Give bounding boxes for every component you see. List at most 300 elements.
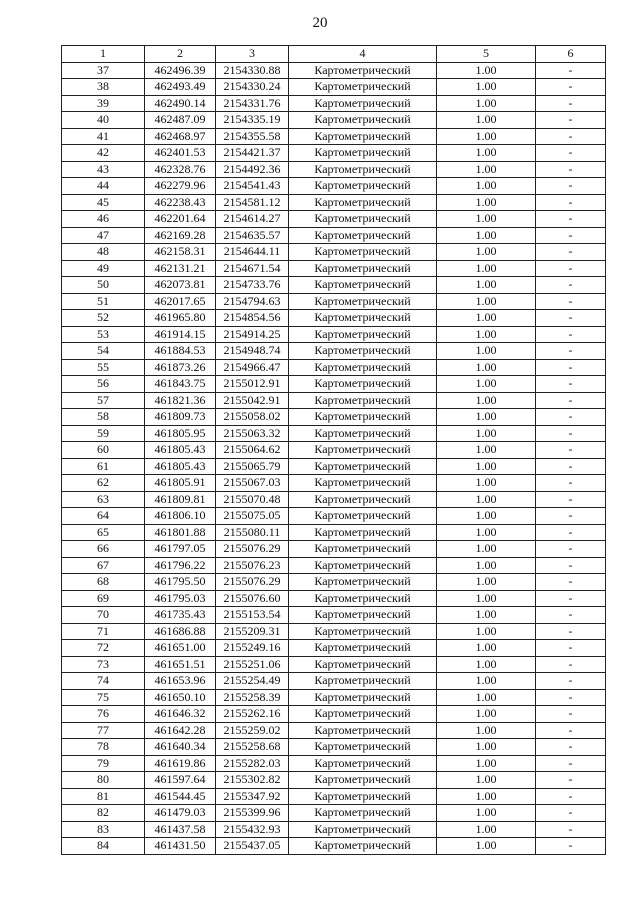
table-row xyxy=(62,112,606,129)
accuracy-cell: 1.00 xyxy=(437,508,536,525)
point-number-cell: 58 xyxy=(62,409,145,426)
note-cell: - xyxy=(536,392,606,409)
method-cell: Картометрический xyxy=(289,508,437,525)
accuracy-cell: 1.00 xyxy=(437,161,536,178)
accuracy-cell: 1.00 xyxy=(437,590,536,607)
note-cell: - xyxy=(536,359,606,376)
y-coordinate-cell: 2155042.91 xyxy=(216,392,289,409)
note-cell: - xyxy=(536,95,606,112)
method-cell: Картометрический xyxy=(289,772,437,789)
table-row xyxy=(62,673,606,690)
x-coordinate-cell: 462017.65 xyxy=(145,293,216,310)
accuracy-cell: 1.00 xyxy=(437,475,536,492)
note-cell: - xyxy=(536,161,606,178)
accuracy-cell: 1.00 xyxy=(437,359,536,376)
method-cell: Картометрический xyxy=(289,161,437,178)
x-coordinate-cell: 462131.21 xyxy=(145,260,216,277)
note-cell: - xyxy=(536,508,606,525)
x-coordinate-cell: 461805.91 xyxy=(145,475,216,492)
method-cell: Картометрический xyxy=(289,227,437,244)
table-row xyxy=(62,772,606,789)
x-coordinate-cell: 461805.95 xyxy=(145,425,216,442)
y-coordinate-cell: 2154614.27 xyxy=(216,211,289,228)
y-coordinate-cell: 2155259.02 xyxy=(216,722,289,739)
accuracy-cell: 1.00 xyxy=(437,656,536,673)
y-coordinate-cell: 2155063.32 xyxy=(216,425,289,442)
y-coordinate-cell: 2155262.16 xyxy=(216,706,289,723)
accuracy-cell: 1.00 xyxy=(437,409,536,426)
accuracy-cell: 1.00 xyxy=(437,178,536,195)
accuracy-cell: 1.00 xyxy=(437,673,536,690)
method-cell: Картометрический xyxy=(289,524,437,541)
note-cell: - xyxy=(536,310,606,327)
note-cell: - xyxy=(536,557,606,574)
coordinates-table xyxy=(61,45,606,855)
y-coordinate-cell: 2155249.16 xyxy=(216,640,289,657)
accuracy-cell: 1.00 xyxy=(437,326,536,343)
point-number-cell: 80 xyxy=(62,772,145,789)
y-coordinate-cell: 2155065.79 xyxy=(216,458,289,475)
point-number-cell: 48 xyxy=(62,244,145,261)
method-cell: Картометрический xyxy=(289,656,437,673)
point-number-cell: 71 xyxy=(62,623,145,640)
method-cell: Картометрический xyxy=(289,145,437,162)
point-number-cell: 81 xyxy=(62,788,145,805)
point-number-cell: 67 xyxy=(62,557,145,574)
method-cell: Картометрический xyxy=(289,557,437,574)
note-cell: - xyxy=(536,623,606,640)
method-cell: Картометрический xyxy=(289,376,437,393)
accuracy-cell: 1.00 xyxy=(437,62,536,79)
note-cell: - xyxy=(536,277,606,294)
method-cell: Картометрический xyxy=(289,277,437,294)
method-cell: Картометрический xyxy=(289,739,437,756)
y-coordinate-cell: 2155012.91 xyxy=(216,376,289,393)
point-number-cell: 53 xyxy=(62,326,145,343)
accuracy-cell: 1.00 xyxy=(437,194,536,211)
table-row xyxy=(62,211,606,228)
note-cell: - xyxy=(536,260,606,277)
method-cell: Картометрический xyxy=(289,211,437,228)
y-coordinate-cell: 2155076.60 xyxy=(216,590,289,607)
x-coordinate-cell: 461653.96 xyxy=(145,673,216,690)
page-number: 20 xyxy=(312,15,328,31)
accuracy-cell: 1.00 xyxy=(437,623,536,640)
y-coordinate-cell: 2155153.54 xyxy=(216,607,289,624)
method-cell: Картометрический xyxy=(289,392,437,409)
method-cell: Картометрический xyxy=(289,112,437,129)
accuracy-cell: 1.00 xyxy=(437,293,536,310)
accuracy-cell: 1.00 xyxy=(437,706,536,723)
column-header: 2 xyxy=(145,46,216,63)
x-coordinate-cell: 462493.49 xyxy=(145,79,216,96)
point-number-cell: 39 xyxy=(62,95,145,112)
method-cell: Картометрический xyxy=(289,62,437,79)
table-row xyxy=(62,128,606,145)
y-coordinate-cell: 2154335.19 xyxy=(216,112,289,129)
table-row xyxy=(62,293,606,310)
point-number-cell: 54 xyxy=(62,343,145,360)
note-cell: - xyxy=(536,689,606,706)
x-coordinate-cell: 462201.64 xyxy=(145,211,216,228)
table-row xyxy=(62,145,606,162)
y-coordinate-cell: 2154635.57 xyxy=(216,227,289,244)
column-header: 1 xyxy=(62,46,145,63)
y-coordinate-cell: 2155075.05 xyxy=(216,508,289,525)
accuracy-cell: 1.00 xyxy=(437,145,536,162)
point-number-cell: 41 xyxy=(62,128,145,145)
point-number-cell: 55 xyxy=(62,359,145,376)
note-cell: - xyxy=(536,755,606,772)
point-number-cell: 82 xyxy=(62,805,145,822)
x-coordinate-cell: 461801.88 xyxy=(145,524,216,541)
point-number-cell: 47 xyxy=(62,227,145,244)
x-coordinate-cell: 461544.45 xyxy=(145,788,216,805)
y-coordinate-cell: 2154733.76 xyxy=(216,277,289,294)
point-number-cell: 38 xyxy=(62,79,145,96)
note-cell: - xyxy=(536,475,606,492)
accuracy-cell: 1.00 xyxy=(437,772,536,789)
y-coordinate-cell: 2155067.03 xyxy=(216,475,289,492)
note-cell: - xyxy=(536,491,606,508)
note-cell: - xyxy=(536,458,606,475)
accuracy-cell: 1.00 xyxy=(437,260,536,277)
y-coordinate-cell: 2154914.25 xyxy=(216,326,289,343)
table-row xyxy=(62,62,606,79)
note-cell: - xyxy=(536,788,606,805)
y-coordinate-cell: 2155076.29 xyxy=(216,541,289,558)
accuracy-cell: 1.00 xyxy=(437,574,536,591)
point-number-cell: 52 xyxy=(62,310,145,327)
method-cell: Картометрический xyxy=(289,458,437,475)
accuracy-cell: 1.00 xyxy=(437,376,536,393)
method-cell: Картометрический xyxy=(289,409,437,426)
x-coordinate-cell: 461884.53 xyxy=(145,343,216,360)
table-row xyxy=(62,392,606,409)
y-coordinate-cell: 2154492.36 xyxy=(216,161,289,178)
method-cell: Картометрический xyxy=(289,755,437,772)
accuracy-cell: 1.00 xyxy=(437,524,536,541)
point-number-cell: 61 xyxy=(62,458,145,475)
note-cell: - xyxy=(536,244,606,261)
x-coordinate-cell: 461843.75 xyxy=(145,376,216,393)
y-coordinate-cell: 2154421.37 xyxy=(216,145,289,162)
accuracy-cell: 1.00 xyxy=(437,788,536,805)
y-coordinate-cell: 2155209.31 xyxy=(216,623,289,640)
table-row xyxy=(62,722,606,739)
accuracy-cell: 1.00 xyxy=(437,79,536,96)
table-row xyxy=(62,95,606,112)
y-coordinate-cell: 2155070.48 xyxy=(216,491,289,508)
table-row xyxy=(62,161,606,178)
table-row xyxy=(62,442,606,459)
accuracy-cell: 1.00 xyxy=(437,95,536,112)
x-coordinate-cell: 462487.09 xyxy=(145,112,216,129)
x-coordinate-cell: 461914.15 xyxy=(145,326,216,343)
y-coordinate-cell: 2154644.11 xyxy=(216,244,289,261)
note-cell: - xyxy=(536,673,606,690)
y-coordinate-cell: 2155064.62 xyxy=(216,442,289,459)
table-row xyxy=(62,739,606,756)
x-coordinate-cell: 461805.43 xyxy=(145,458,216,475)
method-cell: Картометрический xyxy=(289,244,437,261)
note-cell: - xyxy=(536,425,606,442)
x-coordinate-cell: 461809.73 xyxy=(145,409,216,426)
method-cell: Картометрический xyxy=(289,805,437,822)
x-coordinate-cell: 461597.64 xyxy=(145,772,216,789)
point-number-cell: 63 xyxy=(62,491,145,508)
x-coordinate-cell: 461965.80 xyxy=(145,310,216,327)
method-cell: Картометрический xyxy=(289,194,437,211)
note-cell: - xyxy=(536,739,606,756)
accuracy-cell: 1.00 xyxy=(437,541,536,558)
accuracy-cell: 1.00 xyxy=(437,425,536,442)
x-coordinate-cell: 462279.96 xyxy=(145,178,216,195)
x-coordinate-cell: 461651.00 xyxy=(145,640,216,657)
x-coordinate-cell: 461795.03 xyxy=(145,590,216,607)
method-cell: Картометрический xyxy=(289,673,437,690)
x-coordinate-cell: 461735.43 xyxy=(145,607,216,624)
method-cell: Картометрический xyxy=(289,425,437,442)
method-cell: Картометрический xyxy=(289,178,437,195)
method-cell: Картометрический xyxy=(289,326,437,343)
x-coordinate-cell: 461796.22 xyxy=(145,557,216,574)
y-coordinate-cell: 2154671.54 xyxy=(216,260,289,277)
y-coordinate-cell: 2155437.05 xyxy=(216,838,289,855)
y-coordinate-cell: 2154355.58 xyxy=(216,128,289,145)
method-cell: Картометрический xyxy=(289,607,437,624)
x-coordinate-cell: 461795.50 xyxy=(145,574,216,591)
note-cell: - xyxy=(536,343,606,360)
table-row xyxy=(62,458,606,475)
table-row xyxy=(62,623,606,640)
x-coordinate-cell: 462490.14 xyxy=(145,95,216,112)
point-number-cell: 51 xyxy=(62,293,145,310)
note-cell: - xyxy=(536,838,606,855)
x-coordinate-cell: 461873.26 xyxy=(145,359,216,376)
y-coordinate-cell: 2155076.23 xyxy=(216,557,289,574)
note-cell: - xyxy=(536,772,606,789)
column-header: 6 xyxy=(536,46,606,63)
note-cell: - xyxy=(536,227,606,244)
point-number-cell: 43 xyxy=(62,161,145,178)
table-row xyxy=(62,227,606,244)
point-number-cell: 64 xyxy=(62,508,145,525)
x-coordinate-cell: 461619.86 xyxy=(145,755,216,772)
note-cell: - xyxy=(536,541,606,558)
x-coordinate-cell: 462328.76 xyxy=(145,161,216,178)
table-row xyxy=(62,260,606,277)
point-number-cell: 84 xyxy=(62,838,145,855)
point-number-cell: 62 xyxy=(62,475,145,492)
point-number-cell: 66 xyxy=(62,541,145,558)
y-coordinate-cell: 2155302.82 xyxy=(216,772,289,789)
accuracy-cell: 1.00 xyxy=(437,722,536,739)
accuracy-cell: 1.00 xyxy=(437,244,536,261)
x-coordinate-cell: 461479.03 xyxy=(145,805,216,822)
accuracy-cell: 1.00 xyxy=(437,557,536,574)
method-cell: Картометрический xyxy=(289,359,437,376)
column-header: 4 xyxy=(289,46,437,63)
point-number-cell: 50 xyxy=(62,277,145,294)
table-row xyxy=(62,755,606,772)
method-cell: Картометрический xyxy=(289,442,437,459)
table-row xyxy=(62,640,606,657)
method-cell: Картометрический xyxy=(289,310,437,327)
x-coordinate-cell: 461640.34 xyxy=(145,739,216,756)
x-coordinate-cell: 462158.31 xyxy=(145,244,216,261)
accuracy-cell: 1.00 xyxy=(437,838,536,855)
column-header: 3 xyxy=(216,46,289,63)
accuracy-cell: 1.00 xyxy=(437,227,536,244)
y-coordinate-cell: 2155058.02 xyxy=(216,409,289,426)
table-row xyxy=(62,359,606,376)
table-row xyxy=(62,607,606,624)
point-number-cell: 45 xyxy=(62,194,145,211)
table-row xyxy=(62,409,606,426)
table-row xyxy=(62,178,606,195)
y-coordinate-cell: 2155347.92 xyxy=(216,788,289,805)
note-cell: - xyxy=(536,524,606,541)
note-cell: - xyxy=(536,706,606,723)
method-cell: Картометрический xyxy=(289,475,437,492)
point-number-cell: 40 xyxy=(62,112,145,129)
y-coordinate-cell: 2155399.96 xyxy=(216,805,289,822)
table-row xyxy=(62,706,606,723)
note-cell: - xyxy=(536,178,606,195)
accuracy-cell: 1.00 xyxy=(437,211,536,228)
x-coordinate-cell: 461821.36 xyxy=(145,392,216,409)
accuracy-cell: 1.00 xyxy=(437,112,536,129)
accuracy-cell: 1.00 xyxy=(437,310,536,327)
point-number-cell: 49 xyxy=(62,260,145,277)
note-cell: - xyxy=(536,409,606,426)
table-row xyxy=(62,689,606,706)
point-number-cell: 56 xyxy=(62,376,145,393)
table-row xyxy=(62,343,606,360)
table-row xyxy=(62,656,606,673)
point-number-cell: 76 xyxy=(62,706,145,723)
method-cell: Картометрический xyxy=(289,590,437,607)
y-coordinate-cell: 2154331.76 xyxy=(216,95,289,112)
x-coordinate-cell: 462238.43 xyxy=(145,194,216,211)
note-cell: - xyxy=(536,376,606,393)
method-cell: Картометрический xyxy=(289,722,437,739)
note-cell: - xyxy=(536,326,606,343)
point-number-cell: 65 xyxy=(62,524,145,541)
note-cell: - xyxy=(536,590,606,607)
accuracy-cell: 1.00 xyxy=(437,689,536,706)
method-cell: Картометрический xyxy=(289,706,437,723)
table-row xyxy=(62,425,606,442)
y-coordinate-cell: 2155432.93 xyxy=(216,821,289,838)
note-cell: - xyxy=(536,805,606,822)
table-row xyxy=(62,524,606,541)
x-coordinate-cell: 462073.81 xyxy=(145,277,216,294)
table-row xyxy=(62,821,606,838)
point-number-cell: 78 xyxy=(62,739,145,756)
method-cell: Картометрический xyxy=(289,788,437,805)
point-number-cell: 73 xyxy=(62,656,145,673)
accuracy-cell: 1.00 xyxy=(437,458,536,475)
table-row xyxy=(62,491,606,508)
method-cell: Картометрический xyxy=(289,623,437,640)
x-coordinate-cell: 461686.88 xyxy=(145,623,216,640)
note-cell: - xyxy=(536,821,606,838)
table-row xyxy=(62,508,606,525)
x-coordinate-cell: 462169.28 xyxy=(145,227,216,244)
method-cell: Картометрический xyxy=(289,293,437,310)
x-coordinate-cell: 461806.10 xyxy=(145,508,216,525)
point-number-cell: 42 xyxy=(62,145,145,162)
point-number-cell: 44 xyxy=(62,178,145,195)
accuracy-cell: 1.00 xyxy=(437,755,536,772)
method-cell: Картометрический xyxy=(289,95,437,112)
note-cell: - xyxy=(536,574,606,591)
point-number-cell: 57 xyxy=(62,392,145,409)
method-cell: Картометрический xyxy=(289,260,437,277)
y-coordinate-cell: 2154541.43 xyxy=(216,178,289,195)
note-cell: - xyxy=(536,607,606,624)
table-row xyxy=(62,574,606,591)
point-number-cell: 59 xyxy=(62,425,145,442)
accuracy-cell: 1.00 xyxy=(437,640,536,657)
accuracy-cell: 1.00 xyxy=(437,392,536,409)
note-cell: - xyxy=(536,112,606,129)
y-coordinate-cell: 2155258.68 xyxy=(216,739,289,756)
y-coordinate-cell: 2155258.39 xyxy=(216,689,289,706)
accuracy-cell: 1.00 xyxy=(437,442,536,459)
column-header: 5 xyxy=(437,46,536,63)
accuracy-cell: 1.00 xyxy=(437,343,536,360)
y-coordinate-cell: 2154581.12 xyxy=(216,194,289,211)
y-coordinate-cell: 2154854.56 xyxy=(216,310,289,327)
note-cell: - xyxy=(536,640,606,657)
table-row xyxy=(62,277,606,294)
method-cell: Картометрический xyxy=(289,821,437,838)
table-row xyxy=(62,805,606,822)
y-coordinate-cell: 2154330.88 xyxy=(216,62,289,79)
x-coordinate-cell: 462468.97 xyxy=(145,128,216,145)
point-number-cell: 75 xyxy=(62,689,145,706)
method-cell: Картометрический xyxy=(289,79,437,96)
table-row xyxy=(62,557,606,574)
method-cell: Картометрический xyxy=(289,128,437,145)
x-coordinate-cell: 461437.58 xyxy=(145,821,216,838)
method-cell: Картометрический xyxy=(289,838,437,855)
y-coordinate-cell: 2155080.11 xyxy=(216,524,289,541)
note-cell: - xyxy=(536,79,606,96)
accuracy-cell: 1.00 xyxy=(437,128,536,145)
x-coordinate-cell: 461650.10 xyxy=(145,689,216,706)
method-cell: Картометрический xyxy=(289,689,437,706)
accuracy-cell: 1.00 xyxy=(437,491,536,508)
note-cell: - xyxy=(536,145,606,162)
accuracy-cell: 1.00 xyxy=(437,739,536,756)
point-number-cell: 46 xyxy=(62,211,145,228)
method-cell: Картометрический xyxy=(289,541,437,558)
table-row xyxy=(62,475,606,492)
point-number-cell: 83 xyxy=(62,821,145,838)
note-cell: - xyxy=(536,442,606,459)
table-row xyxy=(62,194,606,211)
point-number-cell: 74 xyxy=(62,673,145,690)
note-cell: - xyxy=(536,722,606,739)
y-coordinate-cell: 2155254.49 xyxy=(216,673,289,690)
x-coordinate-cell: 461809.81 xyxy=(145,491,216,508)
accuracy-cell: 1.00 xyxy=(437,277,536,294)
point-number-cell: 37 xyxy=(62,62,145,79)
